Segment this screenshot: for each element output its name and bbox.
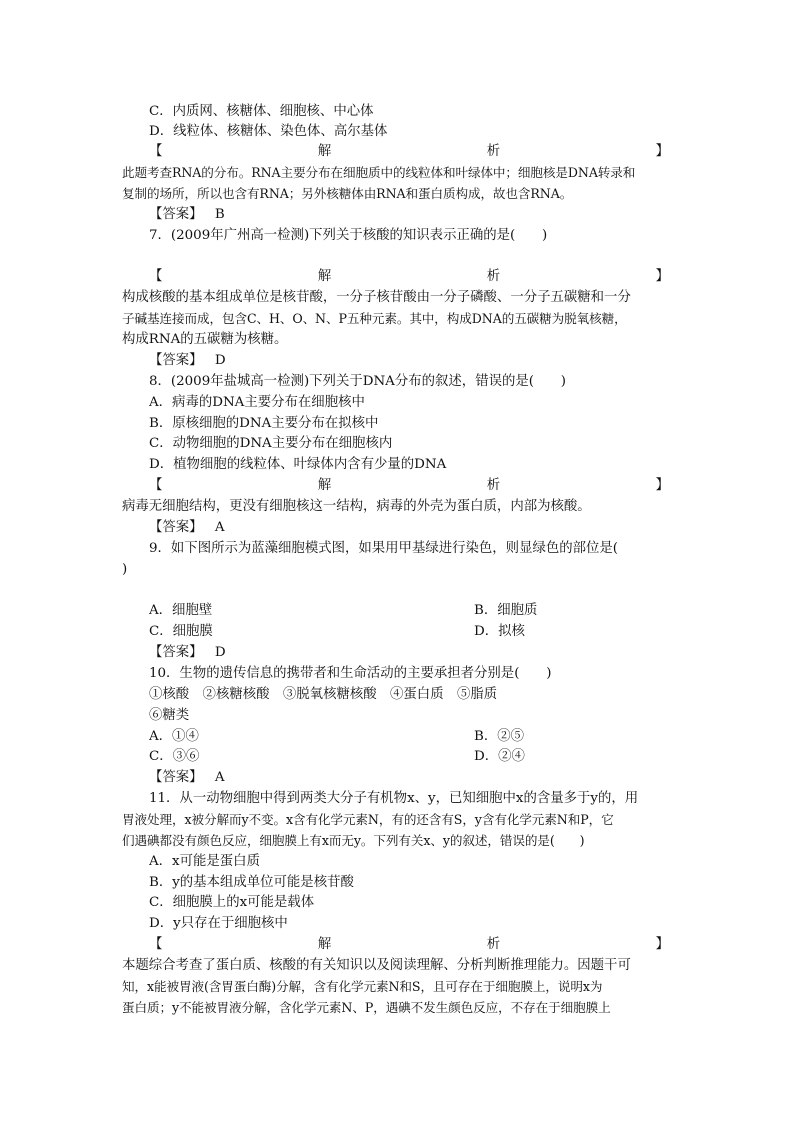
bracket-close: 】 (655, 269, 669, 284)
answer-label: 【答案】 (149, 645, 203, 660)
answer-value: D (214, 645, 226, 660)
bracket-close: 】 (655, 144, 669, 159)
analysis-word-1: 解 (317, 269, 332, 284)
analysis-word-1: 解 (317, 937, 332, 952)
q8-stem: 8．(2009年盐城高一检测)下列关于DNA分布的叙述，错误的是( ) (149, 374, 566, 389)
q11-stem-line-1: 11．从一动物细胞中得到两类大分子有机物x、y，已知细胞中x的含量多于y的，用 (149, 791, 639, 806)
answer-label: 【答案】 (149, 520, 203, 535)
bracket-open: 【 (149, 144, 163, 159)
q10-stem: 10．生物的遗传信息的携带者和生命活动的主要承担者分别是( ) (149, 666, 552, 681)
q11-stem-line-2: 胃液处理，x被分解而y不变。x含有化学元素N，有的还含有S，y含有化学元素N和P，它 (122, 812, 614, 827)
q11-explanation-line-1: 本题综合考查了蛋白质、核酸的有关知识以及阅读理解、分析判断推理能力。因题干可 (122, 958, 631, 973)
bracket-close: 】 (655, 937, 669, 952)
analysis-word-1: 解 (317, 144, 332, 159)
answer-value: A (214, 520, 225, 535)
bracket-open: 【 (149, 478, 163, 493)
q9-options-row-1 (149, 600, 669, 621)
q8-answer (149, 517, 669, 538)
q10-items-line-1: ①核酸 ②核糖核酸 ③脱氧核糖核酸 ④蛋白质 ⑤脂质 (149, 687, 498, 702)
bracket-close: 】 (655, 478, 669, 493)
analysis-word-2: 析 (486, 144, 501, 159)
q10-option-c: C．③⑥ (149, 749, 200, 764)
answer-value: B (214, 207, 225, 222)
q10-items-line-2: ⑥糖类 (149, 708, 190, 723)
q9-stem-line-1: 9．如下图所示为蓝藻细胞模式图，如果用甲基绿进行染色，则显绿色的部位是( (149, 541, 619, 556)
q9-option-d: D．拟核 (474, 624, 525, 639)
q7-stem: 7．(2009年广州高一检测)下列关于核酸的知识表示正确的是( ) (149, 228, 548, 243)
q11-option-d: D．y只存在于细胞核中 (149, 916, 288, 931)
q11-option-b: B．y的基本组成单位可能是核苷酸 (149, 875, 354, 890)
q7-explanation-line-3: 构成RNA的五碳糖为核糖。 (122, 332, 288, 347)
q10-option-a: A．①④ (149, 729, 199, 744)
q9-option-b: B．细胞质 (474, 603, 538, 618)
q10-options-row-1 (149, 726, 669, 747)
analysis-word-1: 解 (317, 478, 332, 493)
q11-explanation-line-2: 知，x能被胃液(含胃蛋白酶)分解，含有化学元素N和S，且可存在于细胞膜上，说明x为 (122, 979, 603, 994)
q8-option-b: B．原核细胞的DNA主要分布在拟核中 (149, 416, 379, 431)
q8-option-d: D．植物细胞的线粒体、叶绿体内含有少量的DNA (149, 457, 447, 472)
analysis-word-2: 析 (486, 937, 501, 952)
q10-answer (149, 767, 669, 788)
q7-explanation-line-1: 构成核酸的基本组成单位是核苷酸，一分子核苷酸由一分子磷酸、一分子五碳糖和一分 (122, 290, 631, 305)
q8-explanation-line-1: 病毒无细胞结构，更没有细胞核这一结构，病毒的外壳为蛋白质，内部为核酸。 (122, 499, 591, 514)
q9-stem-line-2: ) (122, 562, 128, 577)
q6-answer (149, 204, 669, 225)
q7-answer (149, 350, 669, 371)
q11-explanation-line-3: 蛋白质；y不能被胃液分解，含化学元素N、P，遇碘不发生颜色反应，不存在于细胞膜上 (122, 1000, 611, 1015)
q10-options-row-2 (149, 746, 669, 767)
q11-stem-line-3: 们遇碘都没有颜色反应，细胞膜上有x而无y。下列有关x、y的叙述，错误的是( ) (122, 833, 585, 848)
bracket-open: 【 (149, 269, 163, 284)
q11-analysis-header (149, 934, 669, 955)
q6-option-d: D．线粒体、核糖体、染色体、高尔基体 (149, 124, 388, 139)
analysis-word-2: 析 (486, 478, 501, 493)
q9-options-row-2 (149, 621, 669, 642)
answer-value: A (214, 770, 225, 785)
q8-analysis-header (149, 475, 669, 496)
q9-option-c: C．细胞膜 (149, 624, 213, 639)
answer-label: 【答案】 (149, 353, 203, 368)
q11-option-a: A．x可能是蛋白质 (149, 854, 260, 869)
q7-analysis-header (149, 266, 669, 287)
q10-option-b: B．②⑤ (474, 729, 525, 744)
q8-option-c: C．动物细胞的DNA主要分布在细胞核内 (149, 436, 393, 451)
q6-explanation-line-1: 此题考查RNA的分布。RNA主要分布在细胞质中的线粒体和叶绿体中；细胞核是DNA转录和 (122, 165, 636, 180)
q6-explanation-line-2: 复制的场所，所以也含有RNA；另外核糖体由RNA和蛋白质构成，故也含RNA。 (122, 186, 573, 201)
q8-option-a: A．病毒的DNA主要分布在细胞核中 (149, 395, 365, 410)
answer-label: 【答案】 (149, 770, 203, 785)
bracket-open: 【 (149, 937, 163, 952)
q6-option-c: C．内质网、核糖体、细胞核、中心体 (149, 104, 374, 119)
q11-option-c: C．细胞膜上的x可能是载体 (149, 895, 315, 910)
answer-value: D (214, 353, 226, 368)
q6-analysis-header (149, 141, 669, 162)
q9-answer (149, 642, 669, 663)
analysis-word-2: 析 (486, 269, 501, 284)
q7-explanation-line-2: 子碱基连接而成，包含C、H、O、N、P五种元素。其中，构成DNA的五碳糖为脱氧核糖， (122, 311, 627, 326)
q10-option-d: D．②④ (474, 749, 525, 764)
answer-label: 【答案】 (149, 207, 203, 222)
q9-option-a: A．细胞壁 (149, 603, 213, 618)
